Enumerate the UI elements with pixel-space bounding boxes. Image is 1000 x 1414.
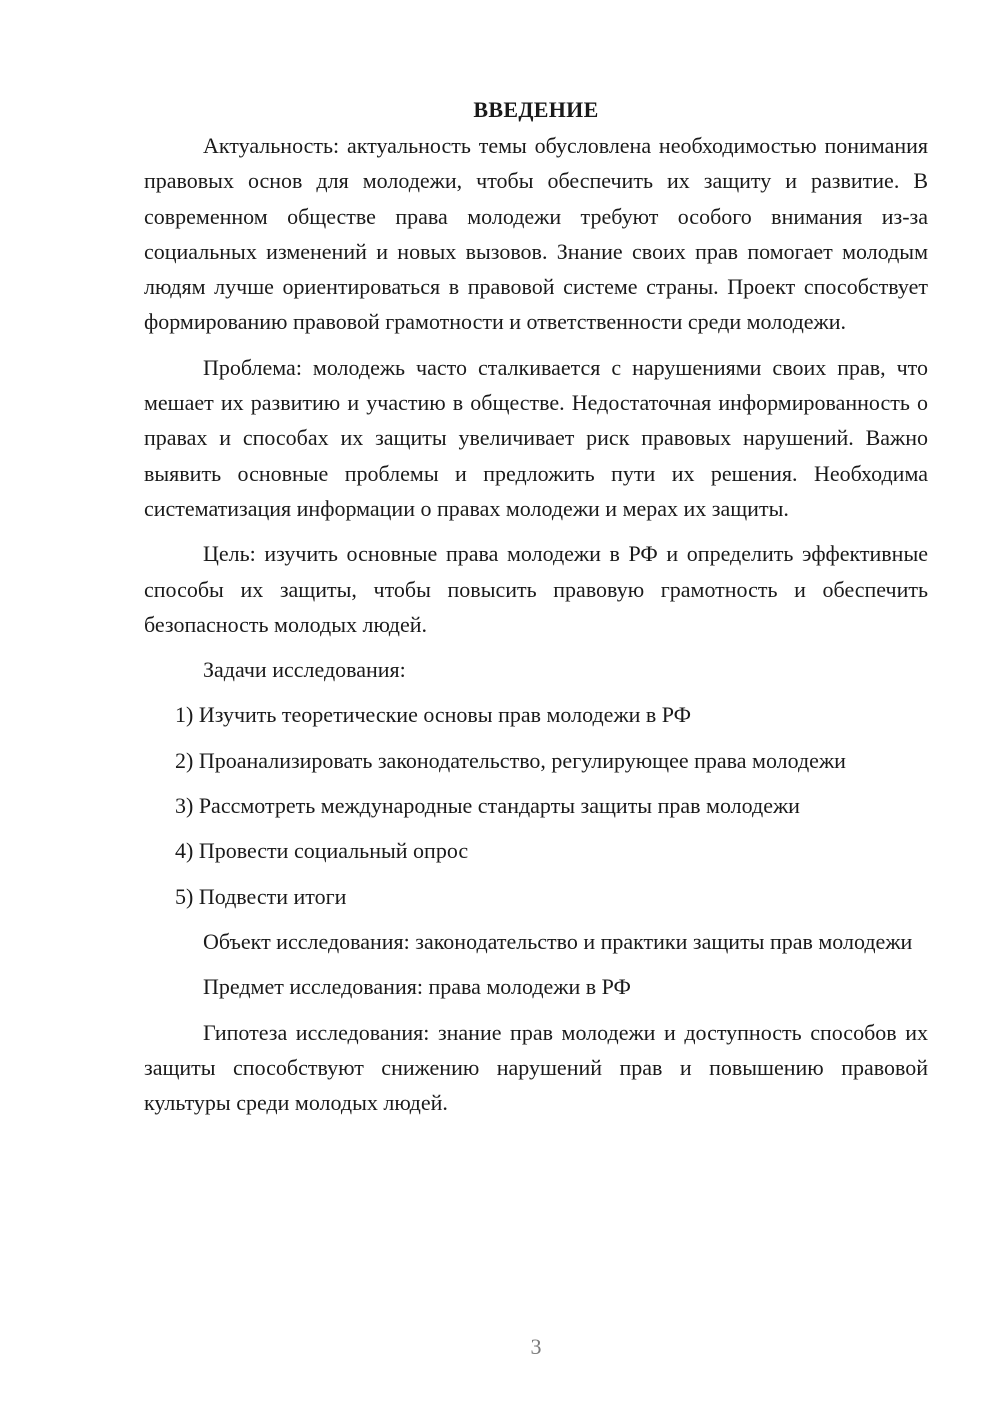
page-number: 3 xyxy=(530,1334,542,1359)
task-item: 3) Рассмотреть международные стандарты защиты прав молодежи xyxy=(175,793,800,819)
section-title: ВВЕДЕНИЕ xyxy=(473,97,599,122)
task-item: 2) Проанализировать законодательство, регулирующее права молодежи xyxy=(175,747,846,773)
paragraph-object: Объект исследования: законодательство и практики защиты прав молодежи xyxy=(203,928,913,954)
tasks-heading: Задачи исследования: xyxy=(203,657,406,683)
paragraph-subject: Предмет исследования: права молодежи в РФ xyxy=(203,974,631,1000)
paragraph-hypothesis: Гипотеза исследования: знание прав молодежи и доступность способов их защиты способствуют снижению нарушений прав и повышению правовой культуры среди молодых людей. xyxy=(144,1019,928,1116)
paragraph-relevance: Актуальность: актуальность темы обусловлена необходимостью понимания правовых основ для молодежи, чтобы обеспечить их защиту и развитие. В современном обществе права молодежи требуют особого внимания из-за социальных изменений и новых вызовов. Знание своих прав помогает молодым людям лучше ориентироваться в правовой системе страны. Проект способствует формированию правовой грамотности и ответственности среди молодежи. xyxy=(144,133,928,335)
paragraph-goal: Цель: изучить основные права молодежи в РФ и определить эффективные способы их защиты, чтобы повысить правовую грамотность и обеспечить безопасность молодых людей. xyxy=(144,541,928,637)
document-page xyxy=(144,92,928,1130)
task-item: 4) Провести социальный опрос xyxy=(175,838,469,864)
task-item: 5) Подвести итоги xyxy=(175,883,347,909)
paragraph-problem: Проблема: молодежь часто сталкивается с нарушениями своих прав, что мешает их развитию и участию в обществе. Недостаточная информированность о правах и способах их защиты увеличивает риск правовых нарушений. Важно выявить основные проблемы и предложить пути их решения. Необходима систематизация информации о правах молодежи и мерах их защиты. xyxy=(144,354,928,521)
task-item: 1) Изучить теоретические основы прав молодежи в РФ xyxy=(175,702,692,728)
